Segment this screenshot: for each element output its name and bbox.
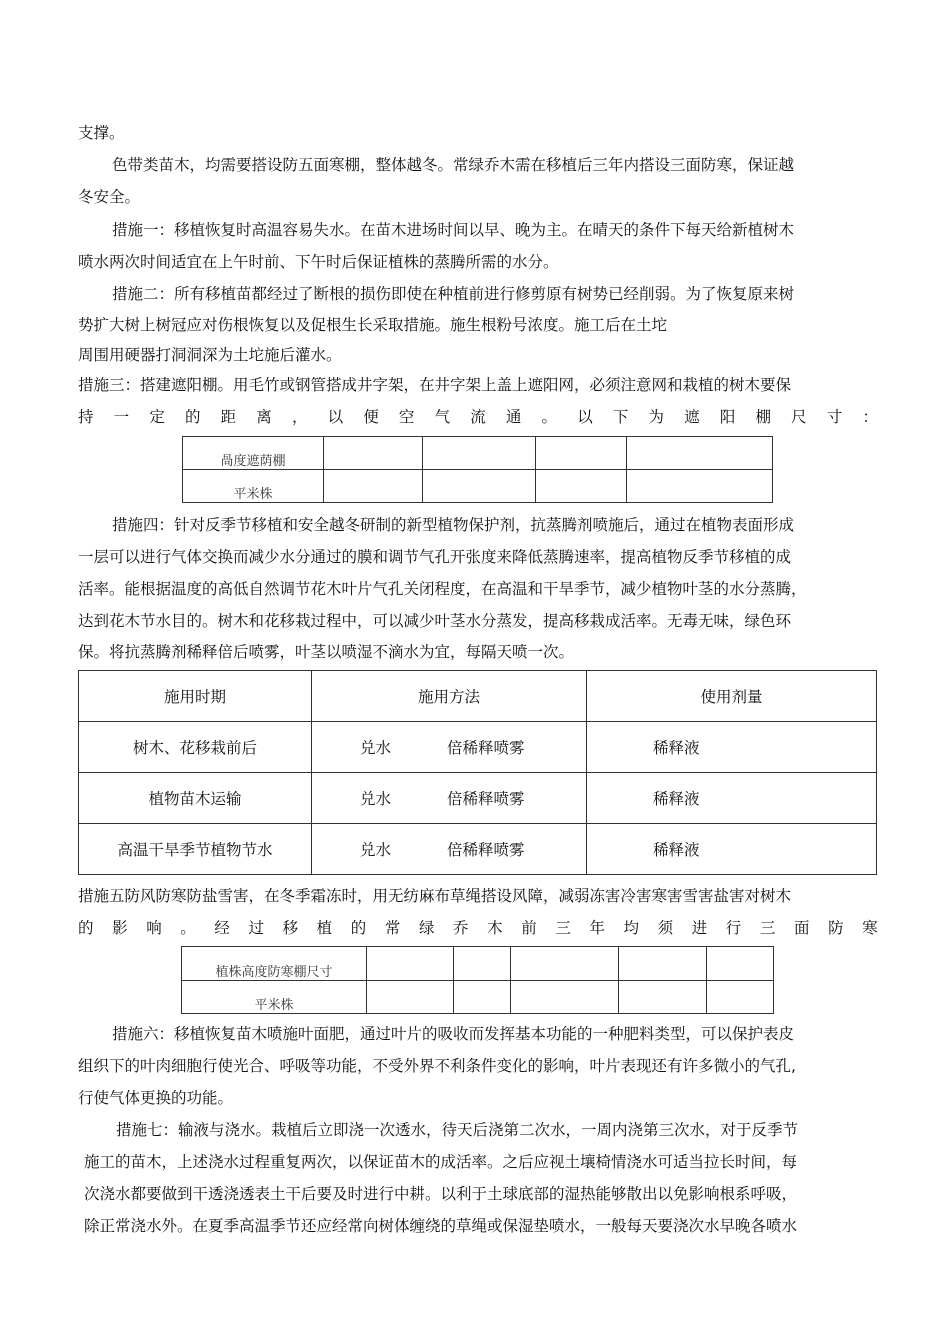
- table-cell: 平米株: [182, 981, 367, 1014]
- paragraph-line: 除正常浇水外。在夏季高温季节还应经常向树体缠绕的草绳或保湿垫喷水，一般每天要浇次水早晚各喷水: [84, 1217, 798, 1235]
- justified-char: 植: [316, 919, 333, 937]
- justified-char: 木: [487, 919, 503, 937]
- justified-char: 年: [589, 919, 605, 937]
- table-cell: [324, 437, 423, 470]
- table-header: 使用剂量: [587, 671, 877, 722]
- table-cell: [619, 981, 707, 1014]
- justified-char: 下: [612, 408, 629, 426]
- table-cell: [619, 947, 707, 981]
- table-cell: [367, 947, 454, 981]
- justified-char: 的: [350, 919, 367, 937]
- justified-char: 一: [113, 408, 130, 426]
- table-cell: [627, 437, 773, 470]
- cold-shed-table: [181, 946, 774, 1014]
- table-cell: 咼度遮荫棚: [183, 437, 324, 470]
- method-text: 倍稀释喷雾: [447, 841, 525, 859]
- paragraph-line: 周围用硬器打洞洞深为土坨施后灌水。: [78, 346, 342, 364]
- justified-char: 三: [759, 919, 776, 937]
- paragraph-line: 喷水两次时间适宜在上午时前、下午时后保证植株的蒸腾所需的水分。: [78, 253, 559, 271]
- table-cell: [312, 722, 587, 773]
- table-row: [79, 722, 877, 773]
- paragraph-line: 措施六：移植恢复苗木喷施叶面肥，通过叶片的吸收而发挥基本功能的一种肥料类型，可以保护表皮: [112, 1025, 795, 1043]
- justified-char: 三: [555, 919, 571, 937]
- table-cell: [627, 470, 773, 503]
- table-cell: [707, 947, 774, 981]
- table-header: 施用方法: [312, 671, 587, 722]
- table-cell: [454, 981, 511, 1014]
- paragraph-line: 措施三：搭建遮阳棚。用毛竹或钢管搭成井字架，在井字架上盖上遮阳网，必须注意网和栽植的树木要保: [78, 376, 792, 394]
- justified-char: 响: [146, 919, 162, 937]
- justified-char: 空: [398, 408, 415, 426]
- paragraph-line: 行使气体更换的功能。: [78, 1089, 234, 1107]
- justified-char: 影: [112, 919, 128, 937]
- table-cell: 稀释液: [587, 722, 877, 773]
- paragraph-line: 组织下的叶肉细胞行使光合、呼吸等功能，不受外界不利条件变化的影响，叶片表现还有许多微小的气孔,: [78, 1057, 796, 1075]
- table-cell: [454, 947, 511, 981]
- justified-char: 移: [282, 919, 299, 937]
- paragraph-line: 措施四：针对反季节移植和安全越冬研制的新型植物保护剂，抗蒸腾剂喷施后，通过在植物表面形成: [112, 516, 795, 534]
- table-cell: 稀释液: [587, 824, 877, 875]
- justified-char: 气: [434, 408, 451, 426]
- justified-char: 过: [248, 919, 264, 937]
- table-cell: [511, 947, 619, 981]
- table-cell: [423, 437, 536, 470]
- table-cell: [367, 981, 454, 1014]
- justified-char: ：: [862, 408, 878, 426]
- justified-char: 以: [327, 408, 344, 426]
- table-cell: [511, 981, 619, 1014]
- paragraph-line: 支撑。: [78, 124, 125, 142]
- paragraph-line: 保。将抗蒸腾剂稀释倍后喷雾，叶茎以喷湿不滴水为宜，每隔天喷一次。: [78, 643, 575, 661]
- justified-char: 绿: [418, 919, 435, 937]
- table-cell: 树木、花移栽前后: [79, 722, 312, 773]
- method-text: 倍稀释喷雾: [447, 790, 525, 808]
- method-text: 兑水: [360, 841, 392, 859]
- justified-char: 经: [214, 919, 230, 937]
- paragraph-line: 势扩大树上树冠应对伤根恢复以及促根生长采取措施。施生根粉号浓度。施工后在土坨: [78, 316, 668, 334]
- table-cell: 植株高度防寒棚尺寸: [182, 947, 367, 981]
- justified-char: 距: [220, 408, 237, 426]
- justified-line: [78, 912, 878, 944]
- justified-char: 通: [505, 408, 522, 426]
- justified-char: ，: [291, 408, 308, 426]
- paragraph-line: 施工的苗木，上述浇水过程重复两次，以保证苗木的成活率。之后应视土壤椅情浇水可适当拉长时间，每: [84, 1153, 798, 1171]
- justified-line: [78, 401, 878, 433]
- justified-char: 行: [725, 919, 742, 937]
- method-text: 兑水: [360, 739, 392, 757]
- justified-char: 面: [793, 919, 810, 937]
- table-cell: [324, 470, 423, 503]
- justified-char: 便: [363, 408, 379, 426]
- usage-table: [78, 670, 877, 875]
- table-cell: 平米株: [183, 470, 324, 503]
- justified-char: 的: [78, 919, 94, 937]
- justified-char: 须: [657, 919, 674, 937]
- justified-char: 持: [78, 408, 94, 426]
- justified-char: 遮: [684, 408, 700, 426]
- paragraph-line: 措施二：所有移植苗都经过了断根的损伤即使在种植前进行修剪原有树势已经削弱。为了恢复原来树: [112, 285, 795, 303]
- justified-char: 离: [256, 408, 272, 426]
- paragraph-line: 达到花木节水目的。树木和花移栽过程中，可以减少叶茎水分蒸发，提高移栽成活率。无毒无味，绿色环: [78, 612, 792, 630]
- paragraph-line: 色带类苗木，均需要搭设防五面寒棚，整体越冬。常绿乔木需在移植后三年内搭设三面防寒，保证越: [112, 156, 795, 174]
- table-cell: [423, 470, 536, 503]
- justified-char: 乔: [453, 919, 469, 937]
- table-cell: 稀释液: [587, 773, 877, 824]
- table-cell: [707, 981, 774, 1014]
- paragraph-line: 措施七：输液与浇水。栽植后立即浇一次透水，待天后浇第二次水，一周内浇第三次水，对于反季节: [116, 1121, 799, 1139]
- justified-char: 均: [623, 919, 640, 937]
- justified-char: 。: [541, 408, 558, 426]
- table-cell: 高温干旱季节植物节水: [79, 824, 312, 875]
- justified-char: 前: [521, 919, 537, 937]
- justified-char: 进: [691, 919, 708, 937]
- table-row: [79, 824, 877, 875]
- justified-char: 常: [384, 919, 401, 937]
- method-text: 兑水: [360, 790, 392, 808]
- justified-char: 为: [648, 408, 665, 426]
- method-text: 倍稀释喷雾: [447, 739, 525, 757]
- justified-char: 尺: [791, 408, 807, 426]
- justified-char: 阳: [719, 408, 736, 426]
- paragraph-line: 措施一：移植恢复时高温容易失水。在苗木进场时间以早、晚为主。在晴天的条件下每天给新植树木: [112, 221, 795, 239]
- table-cell: [312, 824, 587, 875]
- justified-char: 寸: [826, 408, 843, 426]
- paragraph-line: 一层可以进行气体交换而减少水分通过的膜和调节气孔开张度来降低蒸腾速率，提高植物反季节移植的成: [78, 548, 792, 566]
- shade-size-table: [182, 436, 773, 503]
- justified-char: 流: [470, 408, 486, 426]
- table-cell: [312, 773, 587, 824]
- table-cell: 植物苗木运输: [79, 773, 312, 824]
- justified-char: 的: [184, 408, 201, 426]
- justified-char: 棚: [755, 408, 771, 426]
- paragraph-line: 措施五防风防寒防盐雪害，在冬季霜冻时，用无纺麻布草绳搭设风障，减弱冻害冷害寒害雪害盐害对树木: [78, 887, 792, 905]
- table-header: 施用时期: [79, 671, 312, 722]
- table-cell: [536, 437, 627, 470]
- justified-char: 寒: [862, 919, 878, 937]
- paragraph-line: 次浇水都要做到干透浇透表土干后要及时进行中耕。以利于土球底部的湿热能够散出以免影响根系呼吸，: [84, 1185, 798, 1203]
- table-row: [79, 773, 877, 824]
- paragraph-line: 冬安全。: [78, 188, 141, 206]
- justified-char: 以: [577, 408, 593, 426]
- justified-char: 。: [180, 919, 196, 937]
- justified-char: 防: [828, 919, 844, 937]
- table-cell: [536, 470, 627, 503]
- justified-char: 定: [149, 408, 165, 426]
- paragraph-line: 活率。能根据温度的高低自然调节花木叶片气孔关闭程度，在高温和干旱季节，减少植物叶茎的水分蒸腾，: [78, 580, 807, 598]
